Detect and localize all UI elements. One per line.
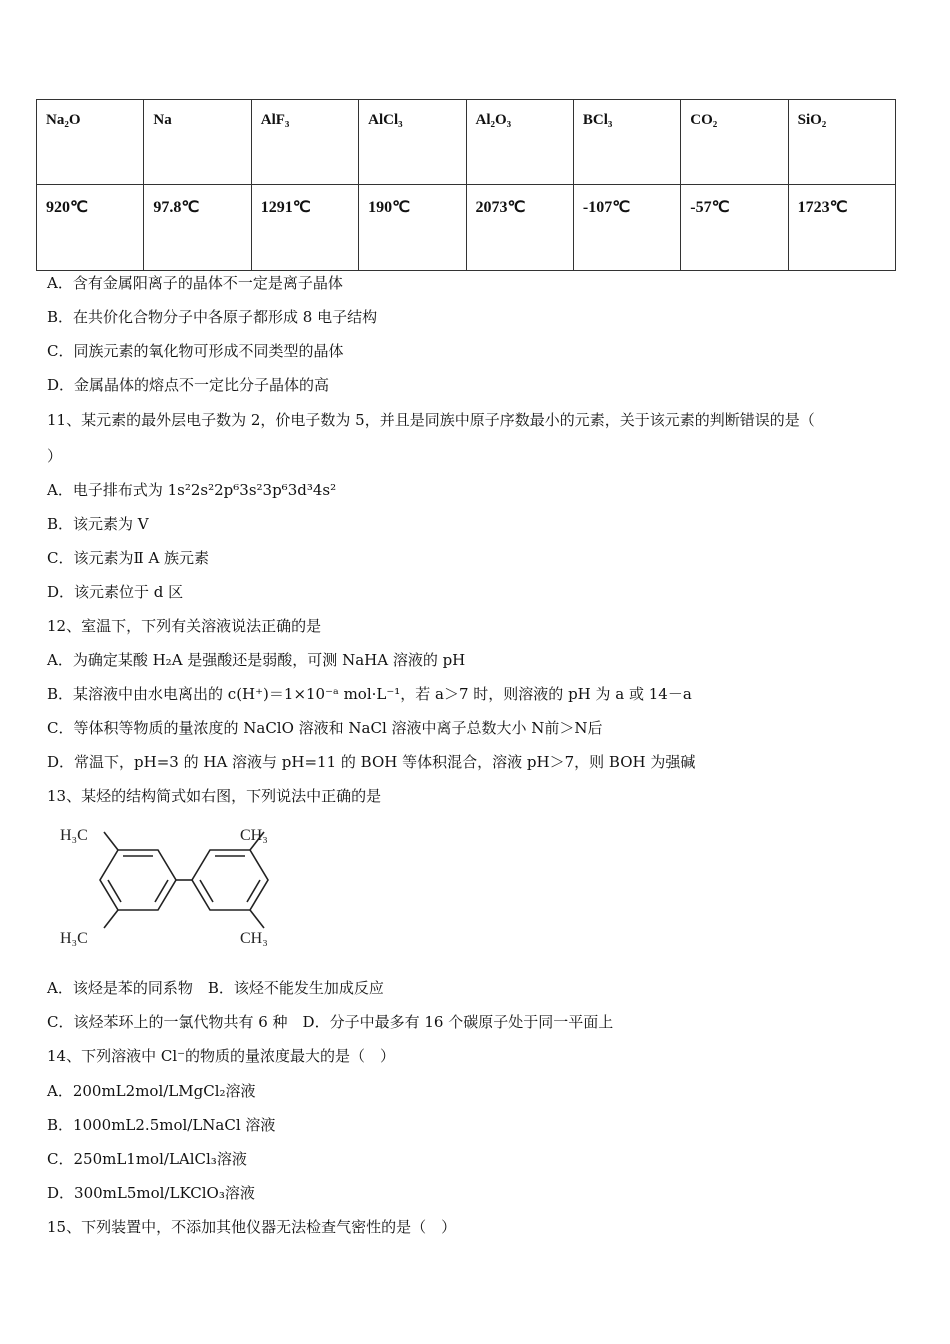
q14-stem: 14、下列溶液中 Cl⁻的物质的量浓度最大的是（ ） <box>47 1047 396 1065</box>
q11-stem: 11、某元素的最外层电子数为 2，价电子数为 5，并且是同族中原子序数最小的元素，关于该元素的判断错误的是（ <box>47 411 815 429</box>
table-value-row <box>37 185 896 271</box>
q12-stem: 12、室温下，下列有关溶液说法正确的是 <box>47 617 322 635</box>
table-cell: BCl₃ <box>573 100 680 185</box>
methyl-label: H₃C <box>60 930 88 947</box>
q12-option-b: B．某溶液中由水电离出的 c(H⁺)＝1×10⁻ᵃ mol·L⁻¹，若 a＞7 时，则溶液的 pH 为 a 或 14－a <box>47 685 692 703</box>
table-cell: 2073℃ <box>466 185 573 271</box>
q14-option-c: C．250mL1mol/LAlCl₃溶液 <box>47 1150 247 1168</box>
table-cell: 97.8℃ <box>144 185 251 271</box>
q15-stem: 15、下列装置中，不添加其他仪器无法检查气密性的是（ ） <box>47 1218 457 1236</box>
q13-options-cd: C．该烃苯环上的一氯代物共有 6 种 D．分子中最多有 16 个碳原子处于同一平面上 <box>47 1013 614 1031</box>
table-cell: 1291℃ <box>251 185 358 271</box>
table-cell: 190℃ <box>359 185 466 271</box>
melting-point-table <box>36 99 896 271</box>
methyl-label: H₃C <box>60 827 88 844</box>
table-cell: Al₂O₃ <box>466 100 573 185</box>
q12-option-d: D．常温下，pH=3 的 HA 溶液与 pH=11 的 BOH 等体积混合，溶液 pH＞7，则 BOH 为强碱 <box>47 753 696 771</box>
table-cell: 1723℃ <box>788 185 895 271</box>
q10-option-b: B．在共价化合物分子中各原子都形成 8 电子结构 <box>47 308 378 326</box>
q11-stem-end: ） <box>47 447 63 465</box>
table-cell: Na <box>144 100 251 185</box>
q11-option-b: B．该元素为 V <box>47 515 149 533</box>
right-benzene-ring <box>192 850 268 910</box>
left-benzene-ring <box>100 850 176 910</box>
q11-option-a <box>47 480 336 500</box>
table-cell: -57℃ <box>681 185 788 271</box>
table-cell: SiO₂ <box>788 100 895 185</box>
table-cell: -107℃ <box>573 185 680 271</box>
q11-option-c: C．该元素为Ⅱ A 族元素 <box>47 549 210 567</box>
q13-options-ab: A．该烃是苯的同系物 B．该烃不能发生加成反应 <box>47 979 384 997</box>
q10-option-d: D．金属晶体的熔点不一定比分子晶体的高 <box>47 376 330 394</box>
q11-option-a-label: A．电子排布式为 <box>47 481 168 499</box>
table-cell: AlCl₃ <box>359 100 466 185</box>
q12-option-c: C．等体积等物质的量浓度的 NaClO 溶液和 NaCl 溶液中离子总数大小 N前＞N后 <box>47 719 603 737</box>
q12-option-a: A．为确定某酸 H₂A 是强酸还是弱酸，可测 NaHA 溶液的 pH <box>47 651 466 669</box>
biphenyl-structure-diagram <box>58 818 298 958</box>
table-cell: 920℃ <box>37 185 144 271</box>
table-header-row <box>37 100 896 185</box>
q14-option-a: A．200mL2mol/LMgCl₂溶液 <box>47 1082 256 1100</box>
q10-option-c: C．同族元素的氧化物可形成不同类型的晶体 <box>47 342 344 360</box>
table-cell: Na₂O <box>37 100 144 185</box>
q14-option-b: B．1000mL2.5mol/LNaCl 溶液 <box>47 1116 276 1134</box>
methyl-label: CH₃ <box>240 930 268 947</box>
table-cell: CO₂ <box>681 100 788 185</box>
electron-configuration: 1s²2s²2p⁶3s²3p⁶3d³4s² <box>167 481 337 499</box>
q10-option-a: A．含有金属阳离子的晶体不一定是离子晶体 <box>47 274 343 292</box>
q11-option-d: D．该元素位于 d 区 <box>47 583 184 601</box>
table-cell: AlF₃ <box>251 100 358 185</box>
q13-stem: 13、某烃的结构简式如右图，下列说法中正确的是 <box>47 787 382 805</box>
methyl-label: CH₃ <box>240 827 268 844</box>
q14-option-d: D．300mL5mol/LKClO₃溶液 <box>47 1184 255 1202</box>
